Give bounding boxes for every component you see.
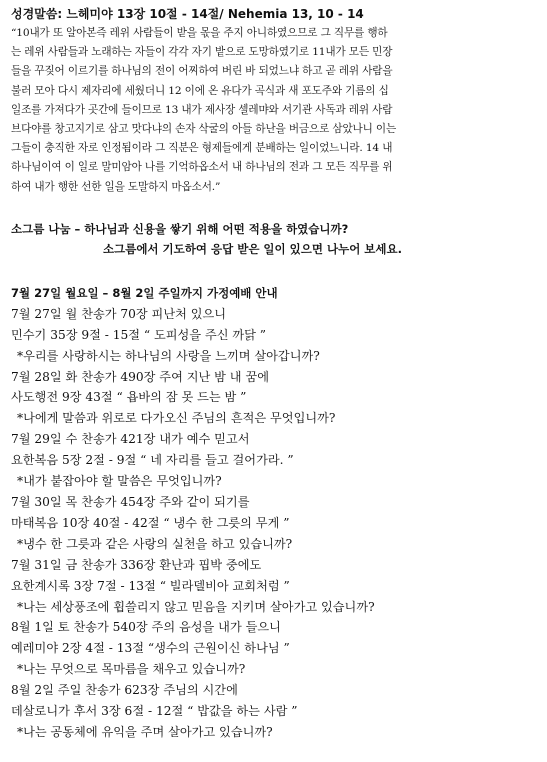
reflection-question: *나에게 말씀과 위로로 다가오신 주님의 흔적은 무엇입니까? — [17, 411, 336, 426]
hymn-line: 7월 30일 목 찬송가 454장 주와 같이 되기를 — [11, 494, 250, 509]
reading-line: 민수기 35장 9절 - 15절 “ 도피성을 주신 까닭 ” — [11, 327, 267, 342]
scripture-line: 브다야를 창고지기로 삼고 맛다냐의 손자 삭굴의 아들 하난을 버금으로 삼았나니 이는 — [11, 123, 397, 136]
reading-line: 사도행전 9장 43절 “ 욥바의 잠 못 드는 밤 ” — [11, 390, 247, 405]
schedule-day — [11, 304, 537, 367]
scripture-line: 는 레위 사람들과 노래하는 자들이 각각 자기 밭으로 도망하였기로 11내가 모든 민장 — [11, 46, 393, 59]
reflection-question: *냉수 한 그릇과 같은 사랑의 실천을 하고 있습니까? — [17, 536, 293, 551]
reflection-question: *나는 무엇으로 목마름을 채우고 있습니까? — [17, 662, 246, 677]
hymn-line: 7월 27일 월 찬송가 70장 피난처 있으니 — [11, 306, 227, 321]
schedule-day — [11, 555, 537, 618]
reading-line: 요한계시록 3장 7절 - 13절 “ 빌라델비아 교회처럼 ” — [11, 578, 290, 593]
family-worship-schedule — [11, 304, 537, 743]
hymn-line: 7월 28일 화 찬송가 490장 주여 지난 밤 내 꿈에 — [11, 369, 269, 384]
hymn-line: 8월 2일 주일 찬송가 623장 주님의 시간에 — [11, 683, 238, 698]
family-worship-title: 7월 27일 월요일 – 8월 2일 주일까지 가정예배 안내 — [11, 285, 278, 300]
hymn-line: 7월 31일 금 찬송가 336장 환난과 핍박 중에도 — [11, 557, 262, 572]
hymn-line: 8월 1일 토 찬송가 540장 주의 음성을 내가 들으니 — [11, 620, 281, 635]
schedule-day — [11, 617, 537, 680]
schedule-day — [11, 680, 537, 743]
reading-line: 예레미야 2장 4절 - 13절 “생수의 근원이신 하나님 ” — [11, 641, 290, 656]
small-group-question: 소그름 나눔 – 하나님과 신용을 쌓기 위해 어떤 적용을 하였습니까? — [11, 221, 349, 236]
schedule-day — [11, 492, 537, 555]
scripture-line: 일조를 가져다가 곳간에 들이므로 13 내가 제사장 셀레먀와 서기관 사독과 레위 사람 — [11, 103, 393, 116]
scripture-line: 하나님이여 이 일로 말미암아 나를 기억하옵소서 내 하나님의 전과 그 모든 직무를 위 — [11, 161, 393, 174]
reflection-question: *내가 붙잡아야 할 말씀은 무엇입니까? — [17, 474, 222, 489]
reading-line: 마태복음 10장 40절 - 42절 “ 냉수 한 그릇의 무게 ” — [11, 515, 290, 530]
reflection-question: *나는 공동체에 유익을 주며 살아가고 있습니까? — [17, 724, 273, 739]
hymn-line: 7월 29일 수 찬송가 421장 내가 예수 믿고서 — [11, 432, 250, 447]
scripture-title: 성경말씀: 느헤미야 13장 10절 - 14절/ Nehemia 13, 10 - 14 — [11, 7, 364, 21]
schedule-day — [11, 429, 537, 492]
scripture-passage — [11, 24, 537, 197]
reading-line: 요한복음 5장 2절 - 9절 “ 네 자리를 들고 걸어가라. ” — [11, 453, 294, 468]
scripture-line: 그들이 충직한 자로 인정됨이라 그 직분은 형제들에게 분배하는 일이었느니라. 14 내 — [11, 142, 393, 155]
reflection-question: *나는 세상풍조에 휩쓸리지 않고 믿음을 지키며 살아가고 있습니까? — [17, 599, 375, 614]
scripture-line: 불러 모아 다시 제자리에 세웠더니 12 이에 온 유다가 곡식과 새 포도주와 기름의 십 — [11, 84, 389, 97]
reflection-question: *우리를 사랑하시는 하나님의 사랑을 느끼며 살아갑니까? — [17, 348, 320, 363]
schedule-day — [11, 367, 537, 430]
scripture-line: 들을 꾸짖어 이르기를 하나님의 전이 어찌하여 버린 바 되었느냐 하고 곧 레위 사람을 — [11, 65, 393, 78]
scripture-line: “10내가 또 알아본즉 레위 사람들이 받을 몫을 주지 아니하였으므로 그 직무를 행하 — [11, 27, 388, 39]
small-group-prayer-note: 소그름에서 기도하여 응답 받은 일이 있으면 나누어 보세요. — [103, 241, 403, 256]
scripture-line: 하여 내가 행한 선한 일을 도말하지 마옵소서.” — [11, 180, 221, 193]
reading-line: 데살로니가 후서 3장 6절 - 12절 “ 밥값을 하는 사람 ” — [11, 704, 298, 719]
